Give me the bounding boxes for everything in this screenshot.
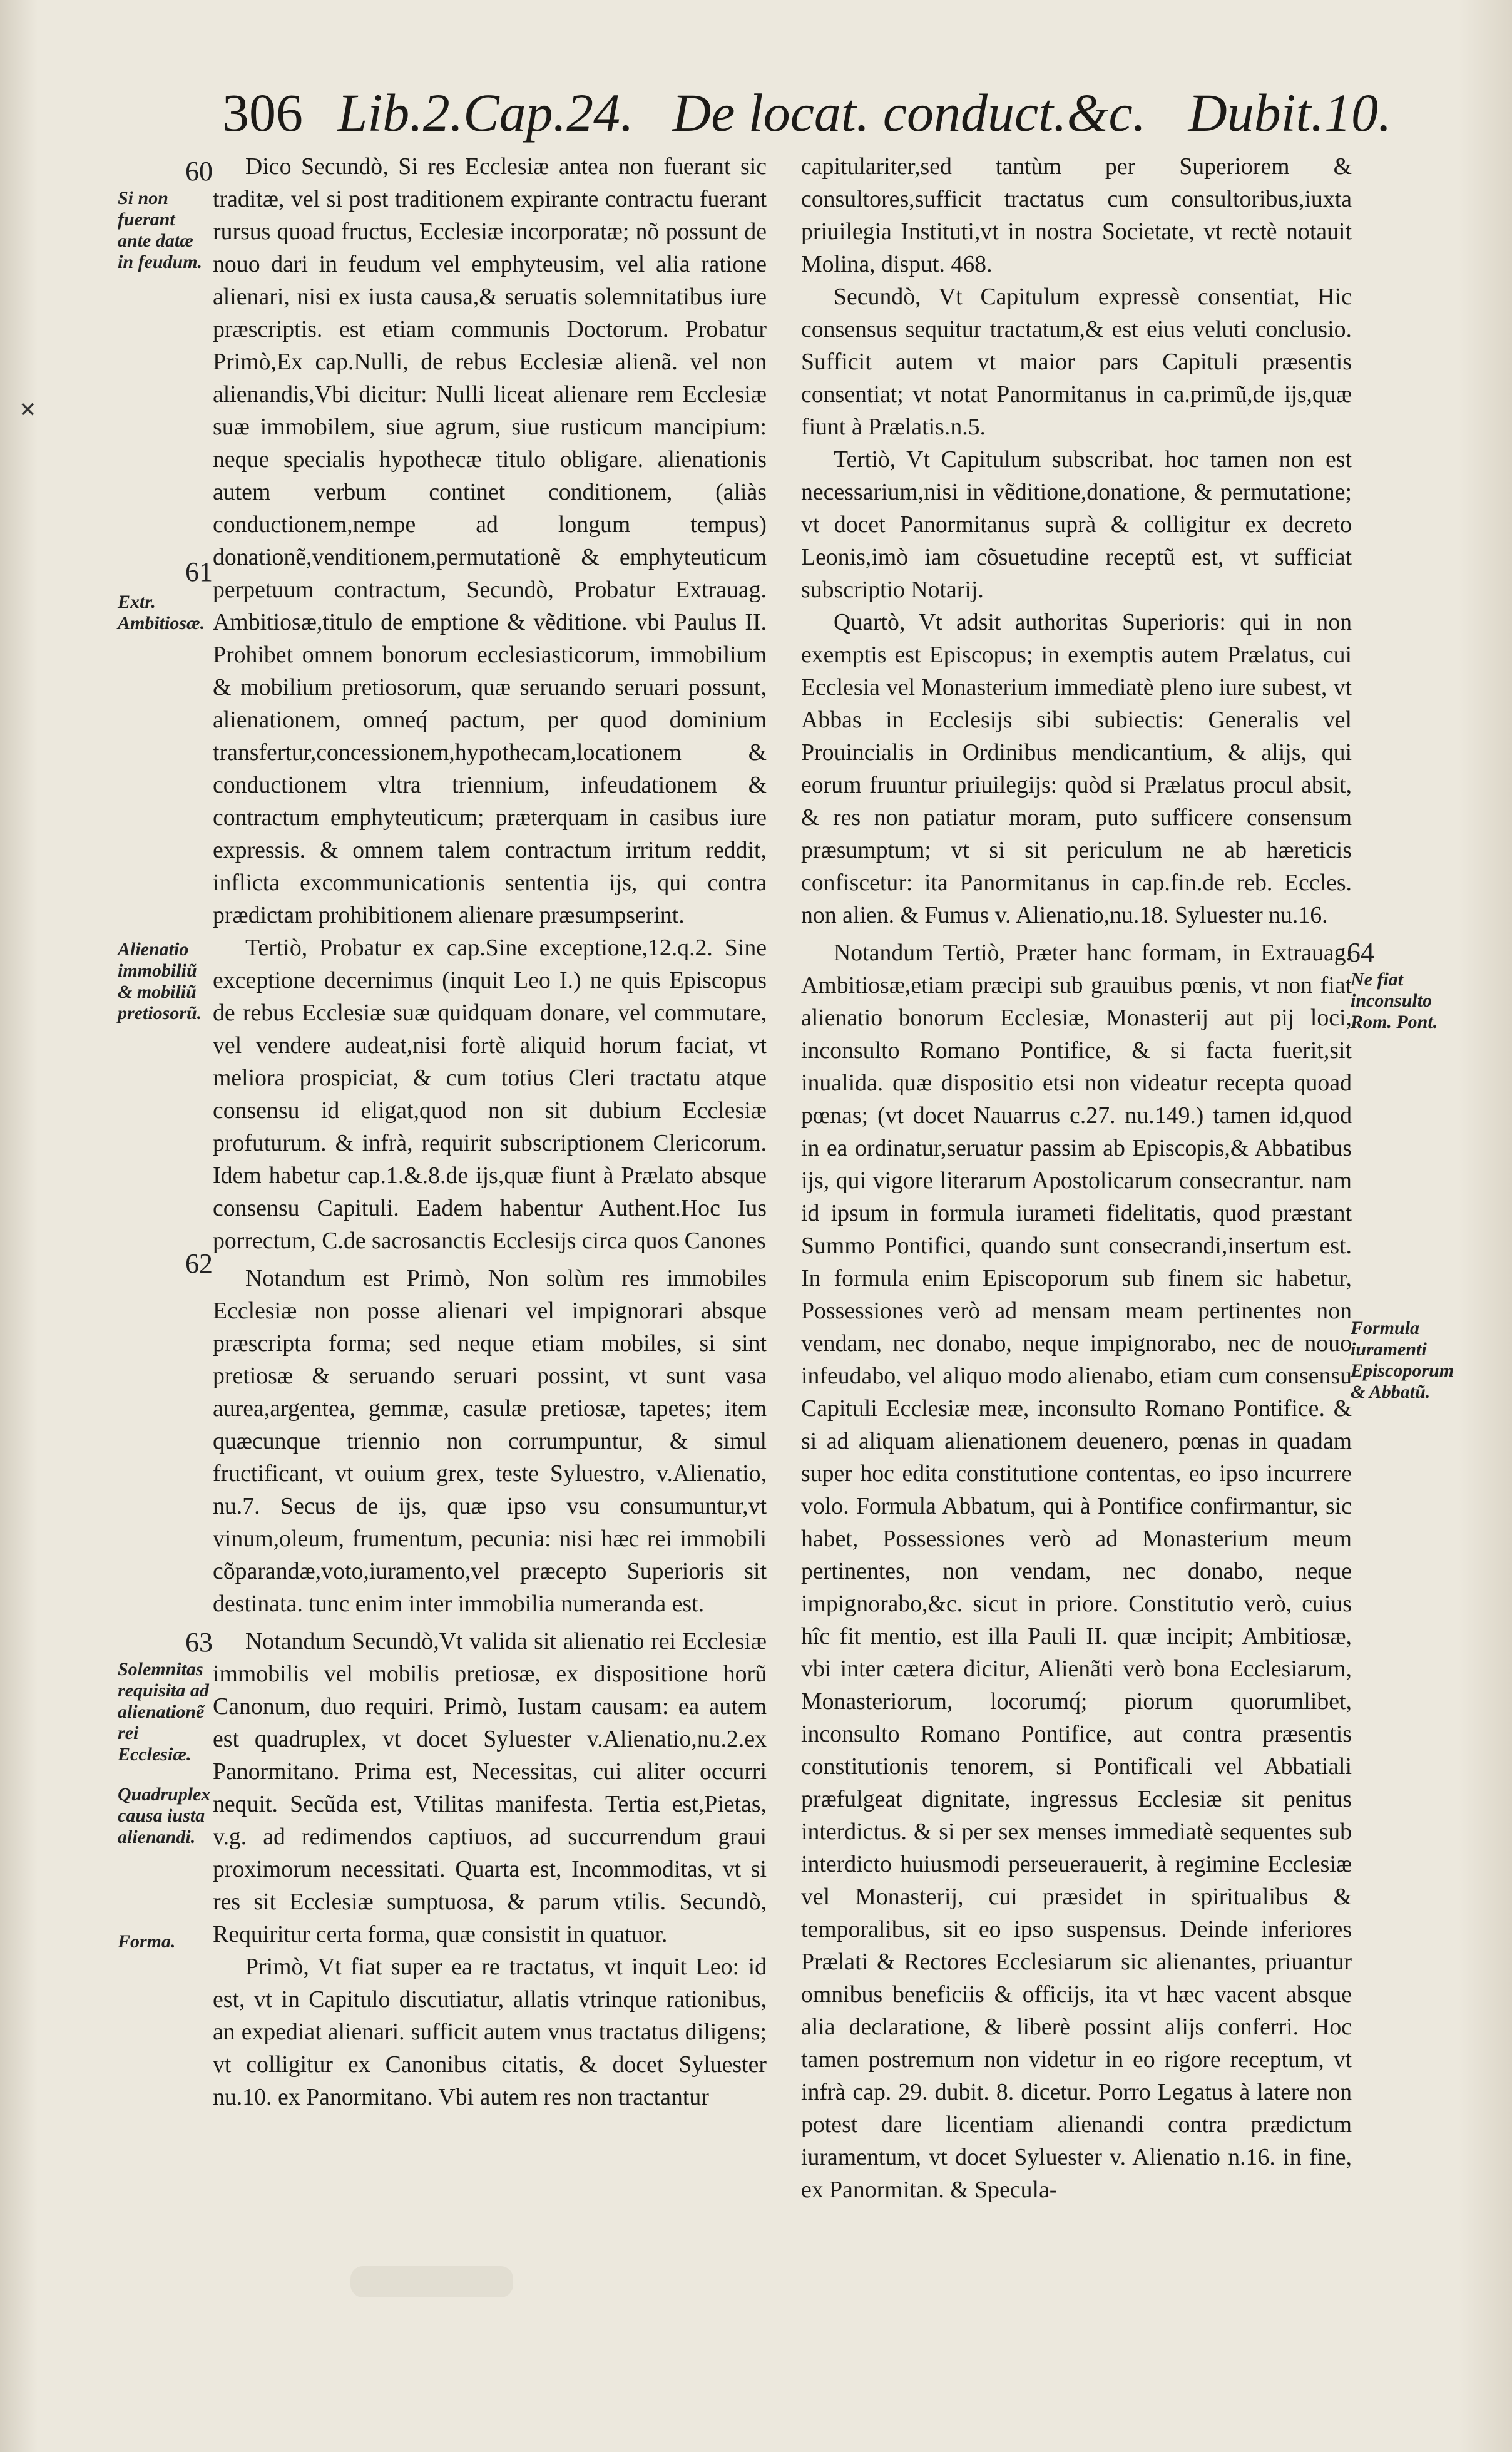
margin-number: 64 bbox=[1347, 937, 1374, 968]
margin-note: Formula iuramenti Episcoporum & Abbatũ. bbox=[1351, 1318, 1454, 1402]
margin-note: Extr. Ambitiosæ. bbox=[118, 592, 205, 634]
margin-note: Si non fuerant ante datæ in feudum. bbox=[118, 188, 203, 272]
margin-note: Quadruplex causa iusta alienandi. bbox=[118, 1784, 211, 1847]
paragraph: Secundò, Vt Capitulum expressè consentiat, Hic consensus sequitur tractatum,& est eius veluti conclusio. Sufficit autem vt maior pars Capituli præsentis consentiat; vt notat Panormitanus in ca.primũ,de ijs,quæ fiunt à Prælatis.n.5. bbox=[801, 284, 1352, 440]
header-title: De locat. conduct.&c. bbox=[672, 83, 1147, 143]
paragraph: Notandum est Primò, Non solùm res immobiles Ecclesiæ non posse alienari vel impignorari absque præscripta forma; sed neque etiam mobiles, si sint pretiosæ & seruando seruari possint, vt sunt vasa aurea,argentea, gemmæ, casulæ pretiosæ, tapetes; item quæcunque triennio non corrumpuntur, & simul fructificant, vt ouium grex, teste Syluestro, v.Alienatio, nu.7. Secus de ijs, quæ ipso vsu consumuntur,vt vinum,oleum, frumentum, pecunia: nisi hæc rei immobili cõparandæ,voto,iuramento,vel præcepto Superioris sit destinata. tunc enim inter immobilia numeranda est. bbox=[213, 1265, 767, 1617]
left-column bbox=[213, 150, 767, 2178]
margin-number: 62 bbox=[185, 1248, 213, 1279]
paragraph: Quartò, Vt adsit authoritas Superioris: qui in non exemptis est Episcopus; in exemptis autem Prælatus, cui Ecclesia vel Monasterium immediatè pleno iure subest, vt Abbas in Ecclesijs sibi subiectis: Generalis vel Prouincialis in Ordinibus mendicantium, & alijs, qui eorum fruuntur priuilegijs: quòd si Prælatus procul absit, & res non patiatur moram, puto sufficere consensum præsumptum; vt si sit periculum ne ab hæreticis confiscetur: ita Panormitanus in cap.fin.de reb. Eccles. non alien. & Fumus v. Alienatio,nu.18. Syluester nu.16. bbox=[801, 609, 1352, 928]
paragraph: Primò, Vt fiat super ea re tractatus, vt inquit Leo: id est, vt in Capitulo discutiatur, allatis vtrinque rationibus, an expediat alienari. sufficit autem vnus tractatus diligens; vt colligitur ex Canonibus citatis, & docet Syluester nu.10. ex Panormitano. Vbi autem res non tractantur bbox=[213, 1954, 767, 2110]
header-book-chapter: Lib.2.Cap.24. bbox=[337, 83, 634, 143]
paragraph: Notandum Tertiò, Præter hanc formam, in Extrauag. Ambitiosæ,etiam præcipi sub grauibus pœnis, vt non fiat alienatio bonorum Ecclesiæ, Monasterij aut pij loci, inconsulto Romano Pontifice, & si facta fuerit,sit inualida. quæ dispositio etsi non videatur recepta quoad pœnas; (vt docet Nauarrus c.27. nu.149.) tamen id,quod in ea ordinatur,seruatur passim ab Episcopis,& Abbatibus ijs, qui vigore literarum Apostolicarum consecrantur. nam id ipsum in formula iurameti fidelitatis, quod præstant Summo Pontifici, quando sunt consecrandi,insertum est. In formula enim Episcoporum sub finem sic habetur, Possessiones verò ad mensam meam pertinentes non vendam, nec donabo, neque impignorabo, nec de nouo infeudabo, vel aliquo modo alienabo, etiam cum consensu Capituli Ecclesiæ meæ, inconsulto Romano Pontifice. & si ad aliquam alienationem deuenero, pœnas in quadam super hoc edita constitutione contentas, eo ipso incurrere volo. Formula Abbatum, qui à Pontifice confirmantur, sic habet, Possessiones verò ad Monasterium meum pertinentes, non vendam, nec donabo, neque impignorabo,&c. sicut in priore. Constitutio verò, cuius hîc fit mentio, est illa Pauli II. quæ incipit; Ambitiosæ, vbi inter cætera dicitur, Alienãti verò bona Ecclesiarum, Monasteriorum, locorumq́; piorum quorumlibet, inconsulto Romano Pontifice, aut contra præsentis constitutionis tenorem, si Pontificali vel Abbatiali præfulgeat dignitate, ingressus Ecclesiæ sit penitus interdictus. & si per sex menses immediatè sequentes sub interdicto huiusmodi perseuerauerit, à regimine Ecclesiæ vel Monasterij, cui præsidet in spiritualibus & temporalibus, sit eo ipso suspensus. Deinde inferiores Prælati & Rectores Ecclesiarum sic alienantes, priuantur omnibus beneficiis & officijs, ita vt hæc vacent absque alia declaratione, & liberè possint alijs conferri. Hoc tamen postremum non videtur in eo rigore receptum, vt infrà cap. 29. dubit. 8. dicetur. Porro Legatus à latere non potest dare licentiam alienandi contra prædictum iuramentum, vt docet Syluester v. Alienatio n.16. in fine, ex Panormitan. & Specula- bbox=[801, 940, 1352, 2203]
paragraph: Tertiò, Vt Capitulum subscribat. hoc tamen non est necessarium,nisi in vẽditione,donatione, & permutatione; vt docet Panormitanus suprà & colligitur ex decreto Leonis,imò iam cõsuetudine receptũ est, vt sufficiat subscriptio Notarij. bbox=[801, 446, 1352, 603]
margin-note: Alienatio immobiliũ & mobiliũ pretiosorũ. bbox=[118, 939, 202, 1023]
margin-number: 63 bbox=[185, 1627, 213, 1658]
margin-note: Forma. bbox=[118, 1931, 176, 1952]
margin-number: 61 bbox=[185, 557, 213, 587]
paragraph: Tertiò, Probatur ex cap.Sine exceptione,12.q.2. Sine exceptione decernimus (inquit Leo I.) ne quis Episcopus de rebus Ecclesiæ suæ quidquam donare, vel commutare, vel vendere audeat,nisi fortè aliquid horum faciat, vt meliora prospiciat, & cum totius Cleri tractatu atque consensu id eligat,quod non sit dubium Ecclesiæ profuturum. & infrà, requirit subscriptionem Clericorum. Idem habetur cap.1.&.8.de ijs,quæ fiunt à Prælato absque consensu Capituli. Eadem habentur Authent.Hoc Ius porrectum, C.de sacrosanctis Ecclesijs circa quos Canones bbox=[213, 935, 767, 1254]
margin-number: 60 bbox=[185, 156, 213, 187]
header-dubit: Dubit.10. bbox=[1188, 83, 1392, 143]
paragraph: capitulariter,sed tantùm per Superiorem & consultores,sufficit tractatus cum consultoribus,iuxta priuilegia Instituti,vt in nostra Societate, vt rectè notauit Molina, disput. 468. bbox=[801, 153, 1352, 277]
margin-note: Ne fiat inconsulto Rom. Pont. bbox=[1351, 969, 1438, 1032]
paragraph: Dico Secundò, Si res Ecclesiæ antea non fuerant sic traditæ, vel si post traditionem expirante contractu fuerant rursus quoad fructus, Ecclesiæ incorporatæ; nõ possunt de nouo dari in feudum vel emphyteusim, vel alia ratione alienari, nisi ex iusta causa,& seruatis solemnitatibus iure præscriptis. est etiam communis Doctorum. Probatur Primò,Ex cap.Nulli, de rebus Ecclesiæ alienã. vel non alienandis,Vbi dicitur: Nulli liceat alienare rem Ecclesiæ suæ immobilem, siue agrum, siue rusticum mancipium: neque specialis hypothecæ titulo obligare. alienationis autem verbum continet conditionem, (aliàs conductionem,nempe ad longum tempus) donationẽ,venditionem,permutationẽ & emphyteuticum perpetuum contractum, Secundò, Probatur Extrauag. Ambitiosæ,titulo de emptione & vẽditione. vbi Paulus II. Prohibet omnem bonorum ecclesiasticorum, immobilium & mobilium pretiosorum, quæ seruando seruari possunt, alienationem, omneq́ pactum, per quod dominium transfertur,concessionem,hypothecam,locationem & conductionem vltra triennium, infeudationem & contractum emphyteuticum; præterquam in casibus iure expressis. & omnem talem contractum irritum reddit, inflicta excommunicationis sententia ijs, qui contra prædictam prohibitionem alienare præsumpserint. bbox=[213, 153, 767, 928]
page-number: 306 bbox=[222, 83, 303, 143]
paragraph: Notandum Secundò,Vt valida sit alienatio rei Ecclesiæ immobilis vel mobilis pretiosæ, ex dispositione horũ Canonum, duo requiri. Primò, Iustam causam: ea autem est quadruplex, vt docet Syluester v.Alienatio,nu.2.ex Panormitano. Prima est, Necessitas, cui aliter occurri nequit. Secũda est, Vtilitas manifesta. Tertia est,Pietas, v.g. ad redimendos captiuos, ad succurrendum graui proximorum necessitati. Quarta est, Incommoditas, vt si res sit Ecclesiæ sumptuosa, & parum vtilis. Secundò, Requiritur certa forma, quæ consistit in quatuor. bbox=[213, 1628, 767, 1947]
margin-mark: ✕ bbox=[19, 399, 37, 422]
right-column bbox=[801, 150, 1352, 2247]
margin-note: Solemnitas requisita ad alienationẽ rei Ecclesiæ. bbox=[118, 1659, 209, 1765]
running-header bbox=[222, 75, 1392, 150]
bleed-through-smudge bbox=[350, 2266, 513, 2297]
